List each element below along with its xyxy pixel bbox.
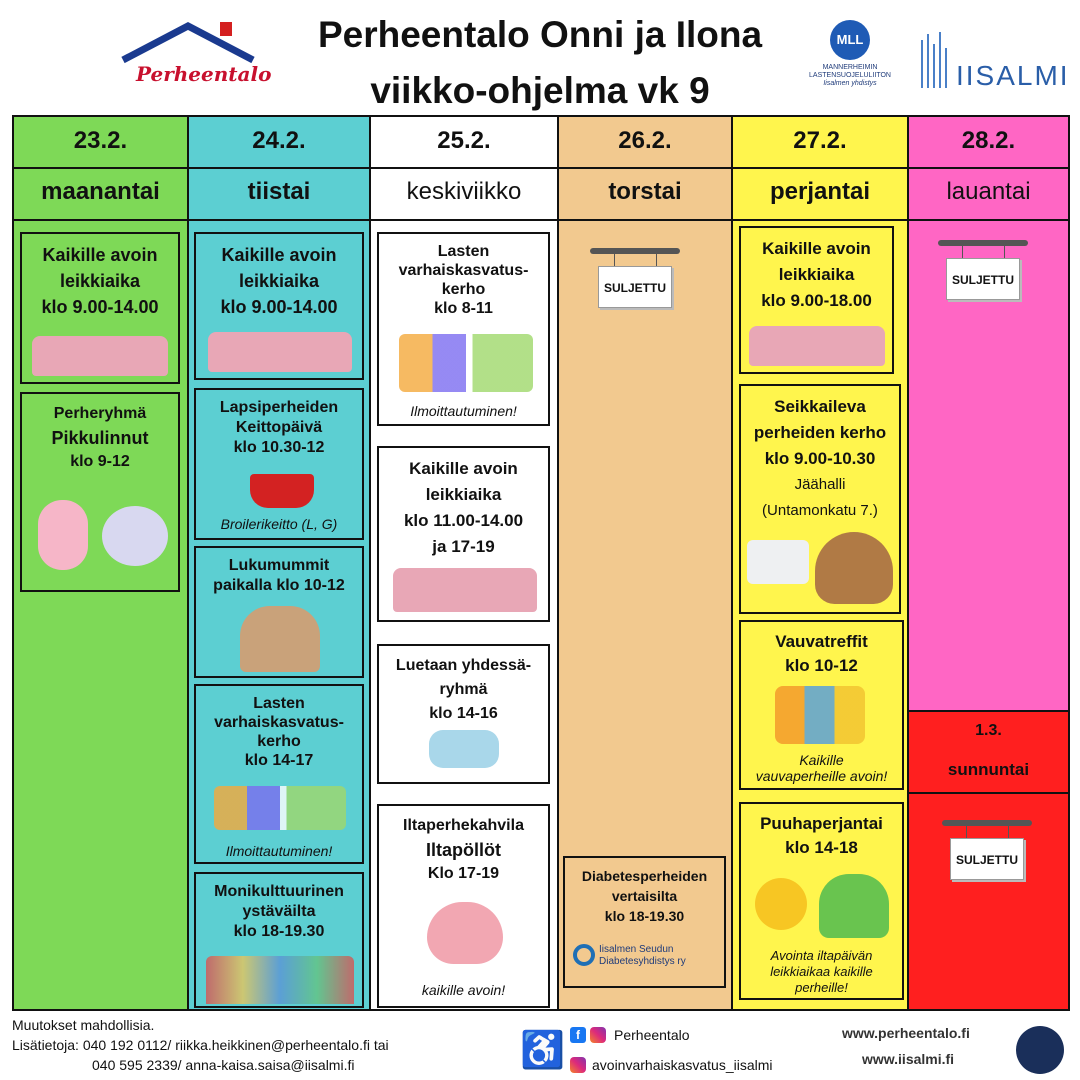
closed-sign-sunday	[942, 820, 1032, 880]
event-line: kerho	[257, 733, 301, 750]
event-location: Jäähalli	[794, 476, 846, 493]
dinosaur-illustration	[819, 874, 889, 938]
event-line: Seikkaileva	[774, 397, 866, 416]
event-note: kaikille avoin!	[421, 982, 506, 998]
event-line: varhaiskasvatus-	[214, 714, 344, 731]
event-note: Avointa iltapäivän	[770, 948, 873, 963]
event-thursday-diabetes-evening	[563, 856, 726, 988]
event-address: (Untamonkatu 7.)	[762, 502, 878, 519]
event-line: klo 9-12	[70, 453, 130, 470]
event-line: klo 10.30-12	[233, 439, 325, 456]
event-friday-activity-friday	[739, 802, 904, 1000]
event-line: perheiden kerho	[753, 423, 887, 442]
event-line: ystäväilta	[242, 903, 316, 920]
event-line: leikkiaika	[238, 271, 320, 291]
toys-illustration	[749, 326, 885, 366]
closed-sign-thursday	[590, 248, 680, 308]
event-line: klo 18-19.30	[233, 923, 325, 940]
closed-sign-saturday	[938, 240, 1028, 300]
toys-illustration	[393, 568, 537, 612]
diabetes-association-logo	[573, 944, 595, 966]
date-tuesday: 24.2.	[189, 117, 369, 169]
event-note: leikkiaikaa kaikille	[770, 964, 873, 979]
perheentalo-logo-text: Perheentalo	[136, 62, 272, 86]
event-line: klo 9.00-18.00	[761, 291, 872, 310]
event-wednesday-playtime	[377, 446, 550, 622]
event-line: vertaisilta	[611, 888, 678, 904]
instagram-icon-2	[570, 1057, 586, 1073]
event-line: klo 14-18	[785, 838, 858, 857]
event-tuesday-playtime	[194, 232, 364, 380]
event-line: Lapsiperheiden	[219, 399, 339, 416]
closed-label: SULJETTU	[950, 838, 1024, 880]
date-saturday: 28.2.	[909, 117, 1068, 169]
event-tuesday-soup-day	[194, 388, 364, 540]
animal-blocks-illustration	[775, 686, 865, 744]
event-line: Kaikille avoin	[42, 245, 158, 265]
facebook-link[interactable]: Perheentalo	[614, 1027, 690, 1043]
finnish-government-logo	[1016, 1026, 1064, 1074]
org-name-1: Iisalmen Seudun	[599, 944, 674, 955]
page-title-line1: Perheentalo Onni ja Ilona	[317, 14, 763, 55]
event-line: Perheryhmä	[53, 405, 147, 422]
day-thursday: torstai	[559, 169, 731, 221]
event-line: Keittopäivä	[235, 419, 323, 436]
event-line: Klo 17-19	[427, 865, 500, 882]
sign-bar	[938, 240, 1028, 246]
event-line: Kaikille avoin	[221, 245, 337, 265]
event-line: Pikkulinnut	[51, 428, 149, 448]
event-monday-playtime	[20, 232, 180, 384]
day-sunday: sunnuntai	[909, 752, 1068, 794]
event-note: perheille!	[795, 980, 848, 995]
day-friday: perjantai	[733, 169, 907, 221]
event-tuesday-multicultural-evening	[194, 872, 364, 1008]
instagram-icon	[590, 1027, 606, 1043]
closed-label: SULJETTU	[946, 258, 1020, 300]
event-line: Vauvatreffit	[775, 632, 868, 651]
event-note: Kaikille	[799, 752, 844, 768]
sign-bar	[942, 820, 1032, 826]
speech-bubbles-icon	[429, 730, 499, 768]
event-line: Kaikille avoin	[762, 239, 871, 258]
event-wednesday-reading-group	[377, 644, 550, 784]
event-line: ryhmä	[439, 681, 488, 698]
soup-pot-illustration	[250, 474, 314, 508]
day-tuesday: tiistai	[189, 169, 369, 221]
toys-illustration	[32, 336, 168, 376]
event-line: Puuhaperjantai	[760, 814, 883, 833]
event-line: varhaiskasvatus-	[398, 262, 529, 279]
event-line: Iltaperhekahvila	[403, 817, 524, 834]
event-friday-playtime	[739, 226, 894, 374]
day-wednesday: keskiviikko	[371, 169, 557, 221]
closed-label: SULJETTU	[598, 266, 672, 308]
mll-text-3: Iisalmen yhdistys	[823, 80, 877, 87]
hedgehog-map-illustration	[815, 532, 893, 604]
event-note: Ilmoittautuminen!	[225, 843, 333, 859]
event-line: leikkiaika	[59, 271, 141, 291]
event-line: Lukumummit	[228, 557, 330, 574]
event-note: Broilerikeitto (L, G)	[220, 516, 338, 532]
wheelchair-icon: ♿	[520, 1029, 565, 1070]
event-tuesday-reading-grannies	[194, 546, 364, 678]
event-monday-family-group	[20, 392, 180, 592]
event-wednesday-evening-cafe	[377, 804, 550, 1008]
event-line: Monikulttuurinen	[214, 883, 344, 900]
page-title-line2: viikko-ohjelma vk 9	[370, 70, 710, 111]
hands-blocks-illustration	[214, 786, 346, 830]
facebook-icon: f	[570, 1027, 586, 1043]
mll-text-1: MANNERHEIMIN	[822, 64, 878, 71]
date-thursday: 26.2.	[559, 117, 731, 169]
event-line: leikkiaika	[778, 265, 855, 284]
event-line: Kaikille avoin	[409, 459, 518, 478]
website-perheentalo[interactable]: www.perheentalo.fi	[842, 1025, 970, 1041]
event-line: Diabetesperheiden	[581, 868, 708, 884]
toys-illustration	[208, 332, 352, 372]
footer-contact-2: 040 595 2339/ anna-kaisa.saisa@iisalmi.fi	[92, 1057, 355, 1073]
event-line: klo 10-12	[785, 656, 858, 675]
raised-hands-illustration	[206, 956, 354, 1004]
instagram-link[interactable]: avoinvarhaiskasvatus_iisalmi	[592, 1057, 773, 1073]
event-line: klo 9.00-14.00	[220, 297, 338, 317]
bunny-illustration	[38, 500, 88, 570]
event-friday-adventure-club	[739, 384, 901, 614]
event-line: klo 9.00-10.30	[764, 449, 876, 468]
date-sunday: 1.3.	[975, 722, 1002, 739]
footer-changes: Muutokset mahdollisia.	[12, 1017, 155, 1033]
event-line: paikalla klo 10-12	[213, 577, 345, 594]
event-line: klo 18-19.30	[604, 908, 685, 924]
event-note: Ilmoittautuminen!	[410, 403, 517, 419]
grandma-reading-illustration	[240, 606, 320, 672]
mll-logo-circle: MLL	[830, 20, 870, 60]
event-tuesday-kids-club	[194, 684, 364, 864]
mll-logo	[805, 20, 895, 100]
event-line: Luetaan yhdessä-	[395, 657, 532, 674]
event-note: vauvaperheille avoin!	[755, 768, 888, 784]
footer-contact-1: Lisätietoja: 040 192 0112/ riikka.heikkinen@perheentalo.fi tai	[12, 1037, 389, 1053]
website-iisalmi[interactable]: www.iisalmi.fi	[862, 1051, 955, 1067]
event-line: Lasten	[253, 695, 305, 712]
column-saturday	[907, 115, 1070, 712]
day-saturday: lauantai	[909, 169, 1068, 221]
skates-illustration	[747, 540, 809, 584]
event-line: leikkiaika	[425, 485, 502, 504]
event-line: ja 17-19	[432, 537, 495, 556]
date-friday: 27.2.	[733, 117, 907, 169]
event-wednesday-kids-club	[377, 232, 550, 426]
sign-bar	[590, 248, 680, 254]
hands-blocks-illustration	[399, 334, 533, 392]
event-line: kerho	[441, 281, 486, 298]
org-name-2: Diabetesyhdistys ry	[599, 956, 686, 967]
event-line: klo 8-11	[434, 300, 493, 317]
event-line: klo 14-17	[244, 752, 314, 769]
event-line: klo 9.00-14.00	[41, 297, 159, 317]
event-friday-baby-meetup	[739, 620, 904, 790]
event-line: klo 14-16	[429, 705, 498, 722]
paint-palette-illustration	[102, 506, 168, 566]
owls-illustration	[427, 902, 503, 964]
event-line: Iltapöllöt	[426, 840, 501, 860]
event-line: Lasten	[437, 243, 490, 260]
iisalmi-logo-text: IISALMI	[956, 60, 1070, 91]
day-monday: maanantai	[14, 169, 187, 221]
sun-illustration	[755, 878, 807, 930]
event-line: klo 11.00-14.00	[403, 511, 524, 530]
date-monday: 23.2.	[14, 117, 187, 169]
date-wednesday: 25.2.	[371, 117, 557, 169]
perheentalo-logo	[118, 18, 272, 98]
mll-text-2: LASTENSUOJELULIITON	[809, 72, 891, 79]
iisalmi-logo	[918, 30, 1070, 94]
